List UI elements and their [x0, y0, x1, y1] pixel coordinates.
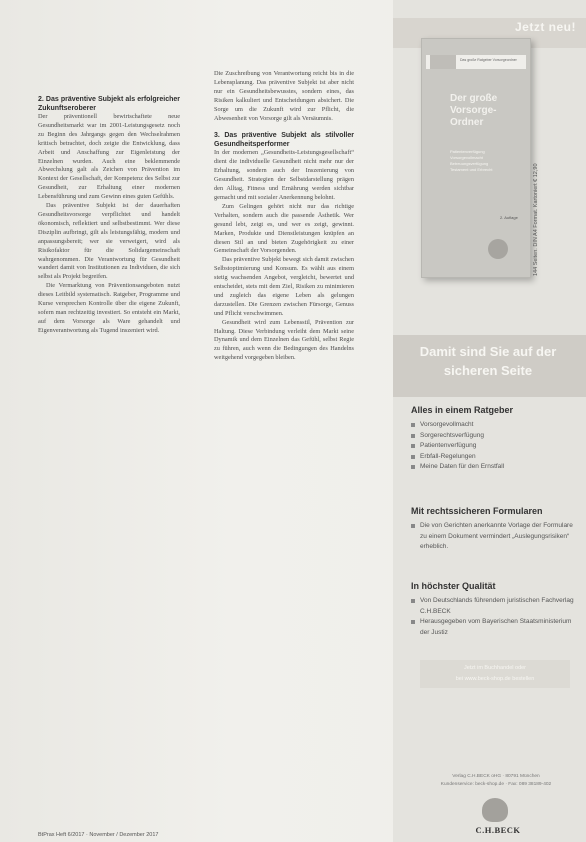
- book-feature-list: [450, 149, 502, 173]
- page-footer: BtPrax Heft 6/2017 · November / Dezember 2017: [38, 832, 159, 838]
- advert-feature-list: [411, 596, 576, 638]
- book-title-line: Vorsorge-: [450, 105, 497, 116]
- order-info-line: bei www.beck-shop.de bestellen: [455, 676, 535, 682]
- book-top-label-box: [430, 55, 456, 69]
- book-edition: 2. Auflage: [500, 215, 518, 220]
- advert-slogan: Damit sind Sie auf der sicheren Seite: [419, 344, 557, 378]
- article-paragraph: Das präventive Subjekt ist der dauerhaften Gesundheitsvorsorge verpflichtet und handelt ökonomisch, reflektiert und selbstbestimmt. Wer diese Disziplin aufbringt, gilt als leistungsfähig, modern und anpassungsbereit; wer sie verweigert, wird als Risikofaktor für die Solidargemeinschaft wahrgenommen. Die Verantwortung für Gesundheit wandert damit von Institutionen zu Individuen, die sich selbst als Projekt begreifen.: [38, 202, 180, 281]
- book-title-line: Ordner: [450, 117, 484, 128]
- list-item: Herausgegeben vom Bayerischen Staatsministerium der Justiz: [411, 617, 576, 638]
- book-feature: Testament und Erbrecht: [450, 167, 493, 172]
- publisher-logo-icon: [482, 798, 508, 822]
- book-top-text: Das große Ratgeber Vorsorgeordner: [460, 58, 517, 62]
- list-item: Meine Daten für den Ernstfall: [411, 462, 576, 473]
- list-item: Vorsorgevollmacht: [411, 420, 576, 431]
- book-cover-image: [421, 38, 531, 278]
- book-title: [450, 93, 497, 129]
- advert-section-title: Mit rechtssicheren Formularen: [411, 506, 543, 516]
- book-feature: Patientenverfügung: [450, 149, 485, 154]
- publisher-contact: [421, 773, 571, 789]
- article-paragraph: Die Zuschreibung von Verantwortung reicht bis in die Lebensplanung. Das präventive Subjekt ist aber nicht nur ein Gesundheitsbewusstes, sondern eines, das Risiken kalkuliert und Entscheidungen absichert. Die Sorge um die Zukunft wird zur Pflicht, die Abwesenheit von Vorsorge gilt als Versäumnis.: [214, 70, 354, 122]
- book-top-band: [426, 55, 526, 69]
- article-paragraph: Die Vermarktung von Präventionsangeboten nutzt dieses Leitbild systematisch. Ratgeber, Programme und Kurse versprechen Kontrolle über die eigene Zukunft, sofern man rechtzeitig investiert. So entsteht ein Markt, auf dem Vorsorge als Ware gehandelt und Eigenverantwortung als Tugend inszeniert wird.: [38, 282, 180, 334]
- advert-feature-list: [411, 521, 576, 553]
- advert-banner-text: Jetzt neu!: [514, 20, 576, 34]
- article-paragraph: Das präventive Subjekt bewegt sich damit zwischen Selbstoptimierung und Konsum. Es wählt aus einem stetig wachsenden Angebot, vergleicht, bewertet und entscheidet, stets mit dem Ziel, Risiken zu minimieren und zugleich das eigene Leben als gelungen darzustellen. Die Grenzen zwischen Fürsorge, Genuss und Pflicht verschwimmen.: [214, 256, 354, 317]
- order-info-line: Jetzt im Buchhandel oder: [463, 665, 527, 671]
- article-paragraph: Der präventionell bewirtschaftete neue Gesundheitsmarkt war im 2001-Leistungsgesetz noch zu Beginn des Jahrgangs gegen den Wechselrahmen kritisch betrachtet, doch zeigte die Entwicklung, dass Arbeit und Anschaffung zur Eigenleistung der Einzelnen wurden. Auch eine beklemmende Abwechslung galt als Zeichen von Prävention im Kontext der Gesellschaft, der Kompetenz des Selbst zur Gesundheit, zur Erhaltung einer modernen Lebensführung und zum Gewinn eines guten Gefühls.: [38, 113, 180, 201]
- advert-section-title: In höchster Qualität: [411, 581, 496, 591]
- contact-line: Verlag C.H.BECK oHG · 80791 München: [452, 774, 540, 779]
- book-feature: Betreuungsverfügung: [450, 161, 489, 166]
- publisher-logo-icon: [488, 239, 508, 259]
- article-paragraph: Zum Gelingen gehört nicht nur das richtige Verhalten, sondern auch die passende Ästhetik. Wer gesund lebt, zeigt es, und wer es zeigt, gewinnt. Marken, Produkte und Dienstleistungen knüpfen an diesen Stil an und bieten Zugehörigkeit zu einer Gemeinschaft der Vorsorgenden.: [214, 202, 354, 255]
- section-3-heading: 3. Das präventive Subjekt als stilvoller Gesundheitsperformer: [214, 132, 354, 149]
- list-item: Sorgerechtsverfügung: [411, 431, 576, 442]
- list-item: Von Deutschlands führendem juristischen Fachverlag C.H.BECK: [411, 596, 576, 617]
- list-item: Erbfall-Regelungen: [411, 452, 576, 463]
- advert-feature-list: [411, 420, 576, 473]
- section-2-heading: 2. Das präventive Subjekt als erfolgreicher Zukunftseroberer: [38, 96, 180, 112]
- list-item: Patientenverfügung: [411, 441, 576, 452]
- book-feature: Vorsorgevollmacht: [450, 155, 483, 160]
- contact-line: Kundenservice: beck-shop.de · Fax: 089 38189-402: [440, 782, 552, 787]
- advert-section-title: Alles in einem Ratgeber: [411, 405, 514, 415]
- publisher-logo-text: C.H.BECK: [475, 825, 521, 835]
- article-column-left: [38, 95, 180, 336]
- order-info-text: [420, 663, 570, 685]
- book-spine-text: 144 Seiten. DIN A4 Format. Kartoniert € 12,90: [533, 163, 539, 276]
- article-paragraph: Gesundheit wird zum Lebensstil, Prävention zur Haltung. Diese Verbindung verleiht dem Markt seine Dynamik und dem Einzelnen das Gefühl, selbst Regie zu führen, auch wenn die Bedingungen des Handelns weitgehend vorgegeben bleiben.: [214, 318, 354, 362]
- article-column-middle: [214, 70, 354, 363]
- book-title-line: Der große: [450, 93, 498, 104]
- list-item: Die von Gerichten anerkannte Vorlage der Formulare zu einem Dokument vermindert „Auslegungsrisiken“ erheblich.: [411, 521, 576, 553]
- book-spine: [533, 40, 545, 276]
- article-paragraph: In der modernen „Gesundheits-Leistungsgesellschaft“ dient die individuelle Gesundheit nicht mehr nur der Erhaltung, sondern auch der Inszenierung von Gesundheit. Strategien der Selbstdarstellung prägen den Alltag, Fitness und Ernährung werden sichtbar gemacht und mit sozialer Anerkennung belohnt.: [214, 149, 354, 201]
